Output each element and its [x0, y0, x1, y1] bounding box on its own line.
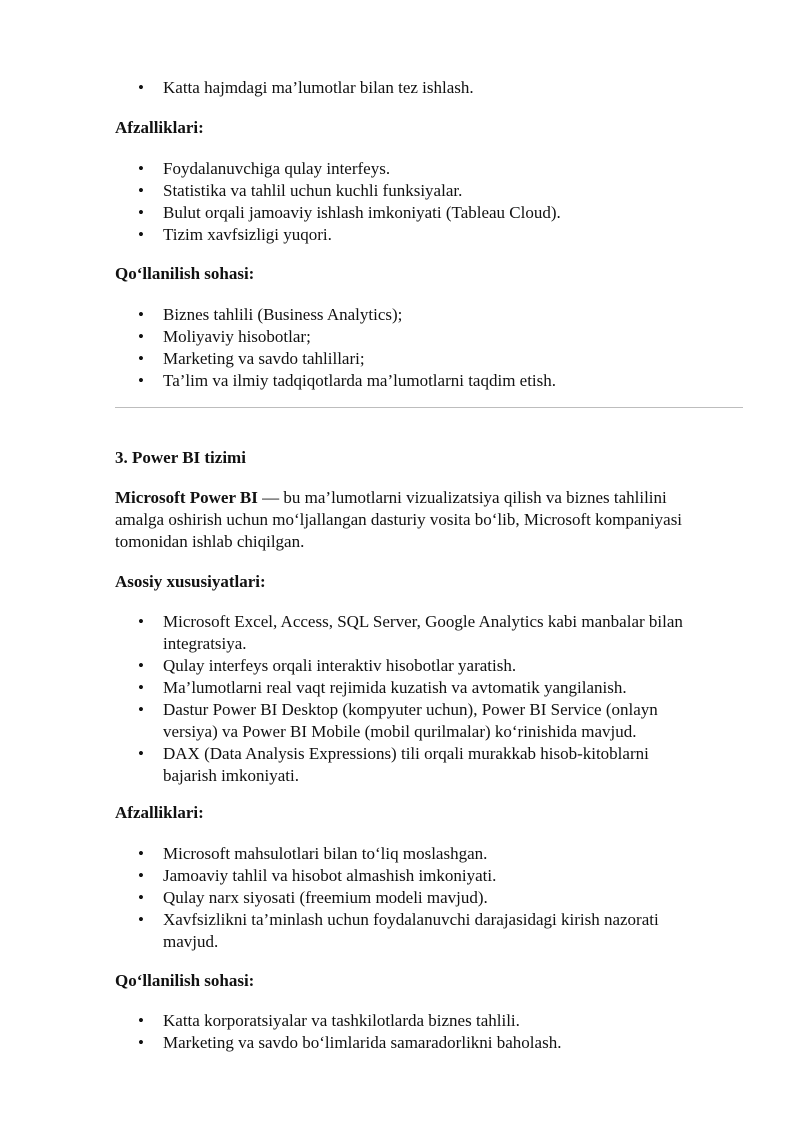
list-item: • Microsoft Excel, Access, SQL Server, Google Analytics kabi manbalar bilan integratsiya. — [138, 612, 683, 653]
bullet: • — [138, 225, 144, 244]
bullet: • — [138, 888, 144, 907]
bullet: • — [138, 1033, 144, 1052]
list-item: • Katta korporatsiyalar va tashkilotlarda biznes tahlili. — [138, 1011, 520, 1030]
list-item: • Jamoaviy tahlil va hisobot almashish imkoniyati. — [138, 866, 497, 885]
bullet: • — [138, 181, 144, 200]
list-item: • Ma’lumotlarni real vaqt rejimida kuzatish va avtomatik yangilanish. — [138, 678, 627, 697]
list-item: • Dastur Power BI Desktop (kompyuter uchun), Power BI Service (onlayn versiya) va Power BI Mobile (mobil qurilmalar) ko‘rinishida mavjud. — [138, 700, 658, 741]
list-item: • Katta hajmdagi ma’lumotlar bilan tez ishlash. — [138, 78, 474, 97]
list-item: • Xavfsizlikni ta’minlash uchun foydalanuvchi darajasidagi kirish nazorati mavjud. — [138, 910, 659, 951]
bullet: • — [138, 744, 144, 763]
top-list — [115, 77, 743, 99]
bullet: • — [138, 656, 144, 675]
list-item: • Microsoft mahsulotlari bilan to‘liq moslashgan. — [138, 844, 488, 863]
list-item: • DAX (Data Analysis Expressions) tili orqali murakkab hisob-kitoblarni bajarish imkoniyati. — [138, 744, 649, 785]
bullet: • — [138, 678, 144, 697]
bullet: • — [138, 612, 144, 631]
bullet: • — [138, 700, 144, 719]
tableau-advantages-list — [115, 158, 743, 246]
bullet: • — [138, 844, 144, 863]
intro-line: Microsoft Power BI — bu ma’lumotlarni vizualizatsiya qilish va biznes tahlilini — [115, 488, 667, 507]
powerbi-usage-heading: Qo‘llanilish sohasi: — [115, 971, 255, 990]
bullet: • — [138, 349, 144, 368]
list-item: • Tizim xavfsizligi yuqori. — [138, 225, 332, 244]
list-item: • Moliyaviy hisobotlar; — [138, 327, 311, 346]
intro-bold: Microsoft Power BI — [115, 488, 258, 507]
intro-paragraph — [115, 487, 755, 553]
list-item: • Marketing va savdo tahlillari; — [138, 349, 365, 368]
bullet: • — [138, 327, 144, 346]
bullet: • — [138, 371, 144, 390]
bullet: • — [138, 866, 144, 885]
list-item: • Qulay narx siyosati (freemium modeli mavjud). — [138, 888, 488, 907]
list-item: • Foydalanuvchiga qulay interfeys. — [138, 159, 391, 178]
powerbi-advantages-heading: Afzalliklari: — [115, 803, 204, 822]
bullet: • — [138, 910, 144, 929]
intro-line: amalga oshirish uchun mo‘ljallangan dasturiy vosita bo‘lib, Microsoft kompaniyasi — [115, 510, 683, 529]
bullet: • — [138, 159, 144, 178]
section-divider — [115, 407, 743, 408]
bullet: • — [138, 305, 144, 324]
tableau-advantages-heading: Afzalliklari: — [115, 118, 204, 137]
list-item: • Bulut orqali jamoaviy ishlash imkoniyati (Tableau Cloud). — [138, 203, 561, 222]
section-title: 3. Power BI tizimi — [115, 448, 246, 467]
tableau-usage-heading: Qo‘llanilish sohasi: — [115, 264, 255, 283]
features-heading: Asosiy xususiyatlari: — [115, 572, 266, 591]
bullet: • — [138, 78, 144, 97]
features-list — [115, 611, 743, 787]
list-item: • Marketing va savdo bo‘limlarida samaradorlikni baholash. — [138, 1033, 562, 1052]
bullet: • — [138, 1011, 144, 1030]
list-item: • Biznes tahlili (Business Analytics); — [138, 305, 403, 324]
list-item: • Ta’lim va ilmiy tadqiqotlarda ma’lumotlarni taqdim etish. — [138, 371, 557, 390]
powerbi-advantages-list — [115, 843, 743, 953]
list-item: • Qulay interfeys orqali interaktiv hisobotlar yaratish. — [138, 656, 517, 675]
intro-line: tomonidan ishlab chiqilgan. — [115, 532, 305, 551]
bullet: • — [138, 203, 144, 222]
list-item: • Statistika va tahlil uchun kuchli funksiyalar. — [138, 181, 463, 200]
powerbi-usage-list — [115, 1010, 743, 1054]
tableau-usage-list — [115, 304, 743, 392]
